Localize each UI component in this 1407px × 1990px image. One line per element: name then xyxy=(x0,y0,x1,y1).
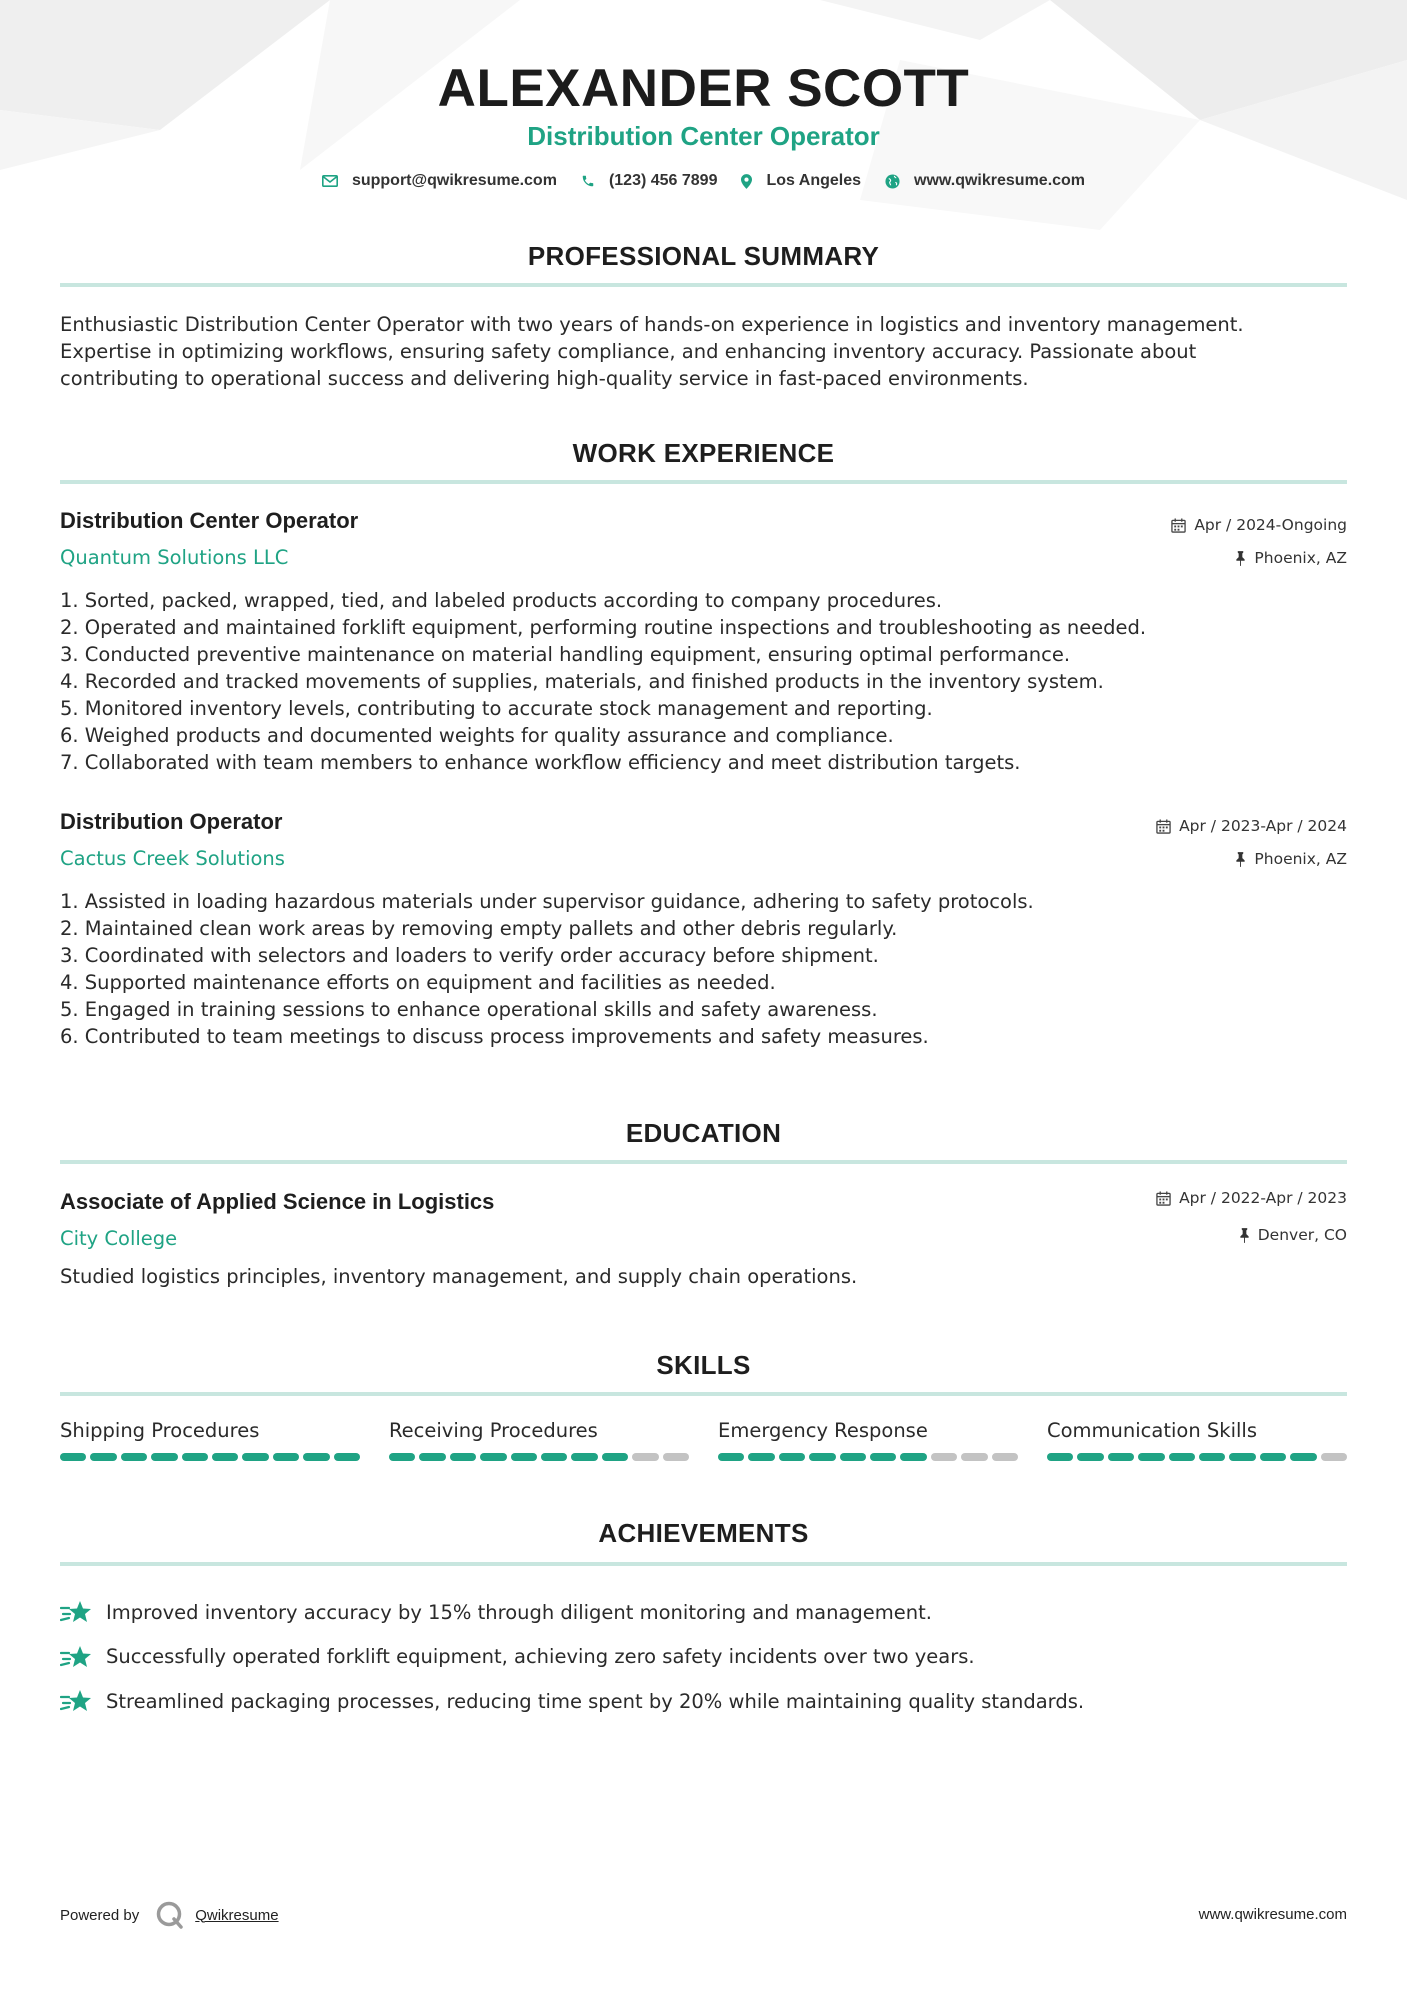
calendar-icon xyxy=(1171,518,1186,533)
skill-level-bar xyxy=(718,1453,1018,1461)
skill-segment-filled xyxy=(1169,1453,1195,1461)
list-item: 4. Recorded and tracked movements of supplies, materials, and finished products in the inventory system. xyxy=(60,670,1104,693)
section-divider xyxy=(60,283,1347,287)
education-location xyxy=(1239,1226,1347,1244)
envelope-icon xyxy=(322,175,338,187)
skill-segment-filled xyxy=(748,1453,774,1461)
contact-website-text: www.qwikresume.com xyxy=(914,172,1086,189)
job-duties-list xyxy=(60,888,1347,1050)
section-divider xyxy=(60,1160,1347,1164)
job-location-text: Phoenix, AZ xyxy=(1254,549,1347,567)
contact-email-text: support@qwikresume.com xyxy=(351,172,557,189)
job-company: Cactus Creek Solutions xyxy=(60,847,285,870)
achievement-text: Successfully operated forklift equipment, achieving zero safety incidents over two years. xyxy=(106,1645,975,1669)
footer-powered-by xyxy=(60,1900,279,1930)
summary-line: Expertise in optimizing workflows, ensuring safety compliance, and enhancing inventory accuracy. Passionate about xyxy=(60,340,1197,363)
skill-segment-filled xyxy=(779,1453,805,1461)
job-location xyxy=(1235,850,1347,868)
list-item xyxy=(60,1590,1347,1635)
pushpin-icon xyxy=(1235,852,1246,867)
skill-segment-filled xyxy=(151,1453,177,1461)
skill-segment-filled xyxy=(900,1453,926,1461)
list-item: 6. Weighed products and documented weights for quality assurance and compliance. xyxy=(60,724,894,747)
skill-segment-empty xyxy=(663,1453,689,1461)
section-title-achievements: ACHIEVEMENTS xyxy=(598,1518,809,1548)
skill-segment-filled xyxy=(840,1453,866,1461)
skill-segment-empty xyxy=(1321,1453,1347,1461)
contact-phone-text: (123) 456 7899 xyxy=(608,172,718,189)
skill-segment-filled xyxy=(1260,1453,1286,1461)
shooting-star-icon xyxy=(60,1599,92,1625)
skill-name: Communication Skills xyxy=(1047,1419,1257,1442)
contact-phone[interactable] xyxy=(581,172,718,190)
section-divider xyxy=(60,1392,1347,1396)
map-pin-icon xyxy=(741,174,752,189)
skill-segment-filled xyxy=(1138,1453,1164,1461)
skill-segment-empty xyxy=(931,1453,957,1461)
achievements-list xyxy=(60,1590,1347,1724)
education-degree: Associate of Applied Science in Logistics xyxy=(60,1189,495,1214)
list-item: 4. Supported maintenance efforts on equipment and facilities as needed. xyxy=(60,971,776,994)
education-school: City College xyxy=(60,1227,178,1250)
skill-segment-filled xyxy=(809,1453,835,1461)
list-item: 3. Coordinated with selectors and loaders to verify order accuracy before shipment. xyxy=(60,944,879,967)
skill-segment-filled xyxy=(602,1453,628,1461)
summary-line: contributing to operational success and delivering high-quality service in fast-paced environments. xyxy=(60,367,1029,390)
contact-email[interactable] xyxy=(322,172,557,190)
job-title: Distribution Operator xyxy=(60,809,283,834)
education-location-text: Denver, CO xyxy=(1257,1226,1347,1244)
list-item xyxy=(60,1679,1347,1724)
skill-segment-filled xyxy=(1108,1453,1134,1461)
candidate-name: ALEXANDER SCOTT xyxy=(437,59,970,118)
contact-location-text: Los Angeles xyxy=(766,172,862,189)
skill-segment-filled xyxy=(1199,1453,1225,1461)
skill-segment-empty xyxy=(992,1453,1018,1461)
skill-level-bar xyxy=(1047,1453,1347,1461)
list-item: 1. Sorted, packed, wrapped, tied, and labeled products according to company procedures. xyxy=(60,589,943,612)
qwikresume-logo-icon xyxy=(155,1900,185,1930)
skill-item xyxy=(718,1419,1018,1461)
skill-segment-filled xyxy=(334,1453,360,1461)
calendar-icon xyxy=(1156,819,1171,834)
list-item: 1. Assisted in loading hazardous materials under supervisor guidance, adhering to safety protocols. xyxy=(60,890,1034,913)
skill-segment-filled xyxy=(511,1453,537,1461)
list-item: 5. Monitored inventory levels, contributing to accurate stock management and reporting. xyxy=(60,697,933,720)
contact-location xyxy=(741,172,861,190)
skill-segment-filled xyxy=(1047,1453,1073,1461)
footer-website[interactable]: www.qwikresume.com xyxy=(1198,1906,1347,1923)
job-dates-text: Apr / 2024-Ongoing xyxy=(1194,516,1347,534)
globe-icon xyxy=(885,174,900,189)
job-dates xyxy=(1171,516,1347,534)
education-dates-text: Apr / 2022-Apr / 2023 xyxy=(1179,1189,1347,1207)
list-item: 7. Collaborated with team members to enhance workflow efficiency and meet distribution targets. xyxy=(60,751,1021,774)
skill-segment-empty xyxy=(961,1453,987,1461)
skill-segment-filled xyxy=(303,1453,329,1461)
skill-segment-filled xyxy=(419,1453,445,1461)
skill-level-bar xyxy=(60,1453,360,1461)
job-dates-text: Apr / 2023-Apr / 2024 xyxy=(1179,817,1347,835)
skill-segment-empty xyxy=(632,1453,658,1461)
job-location-text: Phoenix, AZ xyxy=(1254,850,1347,868)
skill-item xyxy=(1047,1419,1347,1461)
skill-segment-filled xyxy=(389,1453,415,1461)
skill-segment-filled xyxy=(870,1453,896,1461)
list-item: 2. Operated and maintained forklift equipment, performing routine inspections and troubleshooting as needed. xyxy=(60,616,1147,639)
skill-level-bar xyxy=(389,1453,689,1461)
powered-by-label: Powered by xyxy=(60,1906,140,1924)
job-duties-list xyxy=(60,587,1347,776)
skill-name: Receiving Procedures xyxy=(389,1419,598,1442)
job-dates xyxy=(1156,817,1347,835)
summary-text xyxy=(60,311,1347,392)
shooting-star-icon xyxy=(60,1644,92,1670)
skills-grid xyxy=(60,1419,1347,1461)
pushpin-icon xyxy=(1235,551,1246,566)
list-item: 3. Conducted preventive maintenance on material handling equipment, ensuring optimal performance. xyxy=(60,643,1071,666)
summary-line: Enthusiastic Distribution Center Operator with two years of hands-on experience in logistics and inventory management. xyxy=(60,313,1244,336)
job-title: Distribution Center Operator xyxy=(60,508,359,533)
calendar-icon xyxy=(1156,1191,1171,1206)
skill-segment-filled xyxy=(1290,1453,1316,1461)
skill-segment-filled xyxy=(718,1453,744,1461)
skill-segment-filled xyxy=(121,1453,147,1461)
job-location xyxy=(1235,549,1347,567)
skill-segment-filled xyxy=(273,1453,299,1461)
skill-segment-filled xyxy=(90,1453,116,1461)
skill-segment-filled xyxy=(480,1453,506,1461)
achievement-text: Improved inventory accuracy by 15% through diligent monitoring and management. xyxy=(106,1600,932,1624)
contact-bar xyxy=(0,172,1407,190)
skill-segment-filled xyxy=(541,1453,567,1461)
job-company: Quantum Solutions LLC xyxy=(60,546,289,569)
list-item: 5. Engaged in training sessions to enhance operational skills and safety awareness. xyxy=(60,998,878,1021)
phone-icon xyxy=(581,174,595,188)
list-item xyxy=(60,1635,1347,1680)
candidate-role: Distribution Center Operator xyxy=(527,121,880,151)
list-item: 6. Contributed to team meetings to discuss process improvements and safety measures. xyxy=(60,1025,929,1048)
skill-segment-filled xyxy=(60,1453,86,1461)
education-description: Studied logistics principles, inventory management, and supply chain operations. xyxy=(60,1265,858,1288)
skill-name: Emergency Response xyxy=(718,1419,928,1442)
skill-segment-filled xyxy=(242,1453,268,1461)
skill-name: Shipping Procedures xyxy=(60,1419,260,1442)
skill-segment-filled xyxy=(450,1453,476,1461)
skill-item xyxy=(389,1419,689,1461)
section-title-skills: SKILLS xyxy=(656,1350,751,1380)
contact-website[interactable] xyxy=(885,172,1085,190)
education-dates xyxy=(1156,1189,1347,1207)
skill-segment-filled xyxy=(571,1453,597,1461)
achievement-text: Streamlined packaging processes, reducing time spent by 20% while maintaining quality standards. xyxy=(106,1689,1085,1713)
pushpin-icon xyxy=(1239,1228,1250,1243)
skill-segment-filled xyxy=(1077,1453,1103,1461)
qwikresume-link[interactable]: Qwikresume xyxy=(195,1906,279,1924)
section-divider xyxy=(60,1562,1347,1566)
list-item: 2. Maintained clean work areas by removing empty pallets and other debris regularly. xyxy=(60,917,898,940)
section-title-experience: WORK EXPERIENCE xyxy=(572,438,835,468)
skill-item xyxy=(60,1419,360,1461)
skill-segment-filled xyxy=(1229,1453,1255,1461)
section-title-summary: PROFESSIONAL SUMMARY xyxy=(527,241,880,271)
skill-segment-filled xyxy=(182,1453,208,1461)
skill-segment-filled xyxy=(212,1453,238,1461)
section-title-education: EDUCATION xyxy=(625,1118,782,1148)
shooting-star-icon xyxy=(60,1688,92,1714)
section-divider xyxy=(60,480,1347,484)
